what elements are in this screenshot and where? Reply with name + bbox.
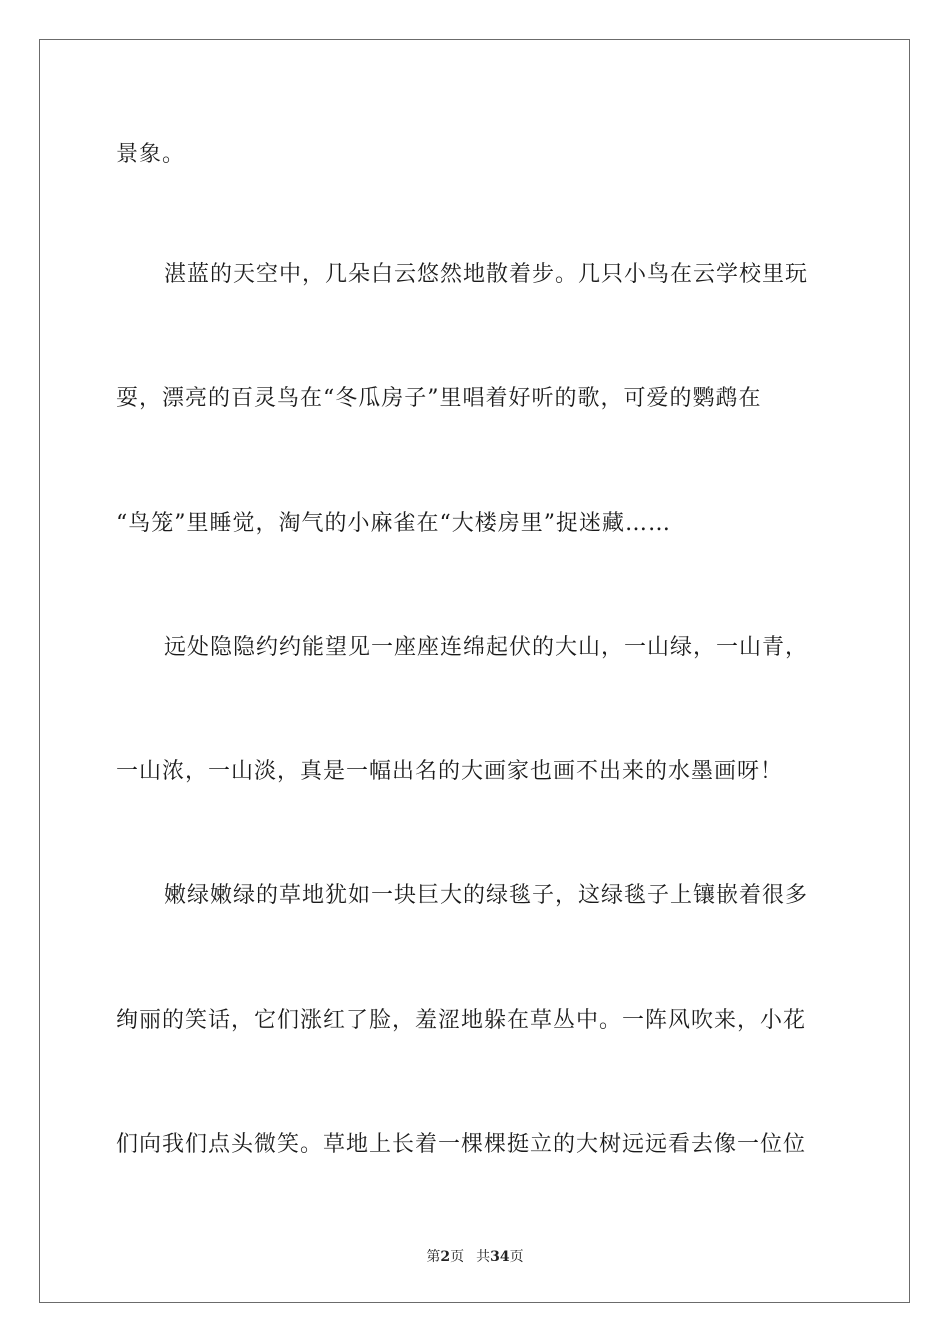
text-line-9: 们向我们点头微笑。草地上长着一棵棵挺立的大树远远看去像一位位 [116, 1132, 807, 1157]
page-prefix: 第 [426, 1249, 441, 1265]
text-line-3: 耍，漂亮的百灵鸟在“冬瓜房子”里唱着好听的歌，可爱的鹦鹉在 [116, 386, 762, 411]
page-suffix: 页 [450, 1249, 465, 1265]
total-prefix: 共 [476, 1249, 491, 1265]
text-line-6: 一山浓，一山淡，真是一幅出名的大画家也画不出来的水墨画呀！ [116, 759, 784, 784]
text-line-4: “鸟笼”里睡觉，淘气的小麻雀在“大楼房里”捉迷藏…… [116, 511, 671, 536]
total-suffix: 页 [509, 1249, 524, 1265]
text-line-8: 绚丽的笑话，它们涨红了脸，羞涩地躲在草丛中。一阵风吹来，小花 [116, 1008, 807, 1033]
page-border [39, 39, 910, 1303]
page-footer [0, 1247, 950, 1267]
text-line-1: 景象。 [116, 142, 186, 167]
page-number: 2 [440, 1249, 451, 1265]
text-line-5: 远处隐隐约约能望见一座座连绵起伏的大山，一山绿，一山青， [164, 635, 809, 660]
total-pages: 34 [490, 1249, 510, 1265]
text-line-7: 嫩绿嫩绿的草地犹如一块巨大的绿毯子，这绿毯子上镶嵌着很多 [164, 883, 809, 908]
text-line-2: 湛蓝的天空中，几朵白云悠然地散着步。几只小鸟在云学校里玩 [164, 262, 809, 287]
